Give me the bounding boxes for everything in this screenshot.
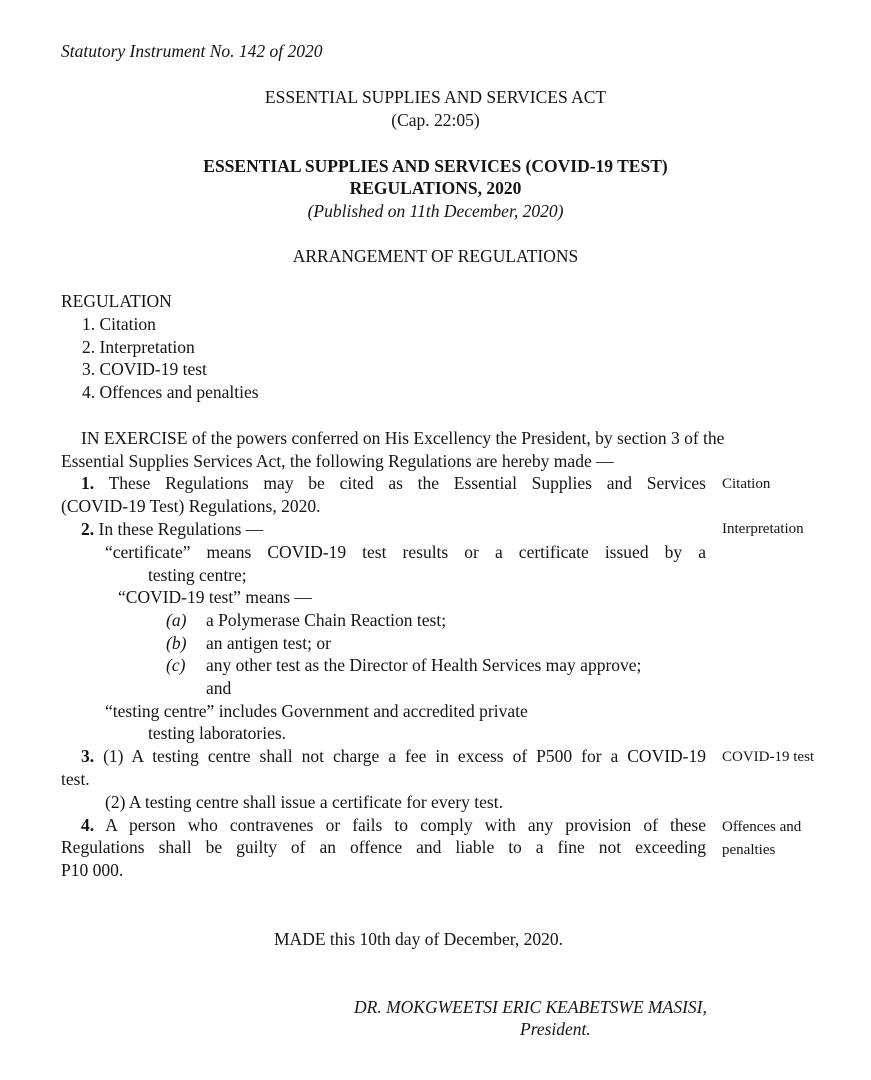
item-label: (c)	[166, 655, 186, 675]
reg1-line-2: (COVID-19 Test) Regulations, 2020.	[61, 496, 321, 516]
margin-note-citation: Citation	[722, 476, 771, 492]
toc-number: 3.	[82, 359, 96, 379]
act-cap: (Cap. 22:05)	[391, 110, 480, 130]
signatory-name: DR. MOKGWEETSI ERIC KEABETSWE MASISI,	[354, 997, 707, 1017]
reg4-line-1: 4. A person who contravenes or fails to comply with any provision of these	[81, 815, 706, 835]
definition-item-b	[166, 632, 331, 654]
made-date: MADE this 10th day of December, 2020.	[274, 929, 563, 949]
toc-title: COVID-19 test	[99, 359, 207, 379]
toc-title: Citation	[99, 314, 156, 334]
toc-item-1	[82, 313, 156, 335]
definition-certificate-line-2: testing centre;	[148, 565, 247, 585]
toc-title: Interpretation	[99, 337, 195, 357]
reg1-number: 1.	[81, 473, 95, 493]
signatory-title: President.	[520, 1019, 591, 1039]
item-text: an antigen test; or	[206, 633, 331, 653]
reg1-line-1	[81, 472, 706, 494]
toc-item-4	[82, 381, 259, 403]
reg3-number: 3.	[81, 746, 95, 766]
definition-item-c	[166, 654, 641, 676]
instrument-number: Statutory Instrument No. 142 of 2020	[61, 41, 323, 61]
reg3-line-1: 3. (1) A testing centre shall not charge a fee in excess of P500 for a COVID-19	[81, 746, 706, 766]
definition-covid-test: “COVID-19 test” means —	[118, 587, 312, 607]
reg1-text-1: These Regulations may be cited as the Essential Supplies and Services	[108, 473, 706, 493]
regulation-label: REGULATION	[61, 291, 172, 311]
item-text: any other test as the Director of Health Services may approve;	[206, 655, 642, 675]
reg4-line-3: P10 000.	[61, 860, 124, 880]
margin-note-interpretation: Interpretation	[722, 521, 804, 537]
published-date: (Published on 11th December, 2020)	[307, 201, 564, 221]
reg3-subsection-2: (2) A testing centre shall issue a certificate for every test.	[105, 792, 503, 812]
definition-testing-centre-line-2: testing laboratories.	[148, 723, 287, 743]
toc-number: 2.	[82, 337, 96, 357]
reg3-line-2: test.	[61, 769, 90, 789]
item-label: (b)	[166, 633, 187, 653]
act-title: ESSENTIAL SUPPLIES AND SERVICES ACT	[264, 87, 607, 107]
arrangement-heading: ARRANGEMENT OF REGULATIONS	[292, 246, 579, 266]
regulations-title-line-1: ESSENTIAL SUPPLIES AND SERVICES (COVID-19 TEST)	[203, 156, 668, 176]
reg4-line-2: Regulations shall be guilty of an offence and liable to a fine not exceeding	[61, 837, 706, 857]
toc-title: Offences and penalties	[99, 382, 259, 402]
item-text: a Polymerase Chain Reaction test;	[206, 610, 447, 630]
definition-item-a	[166, 609, 446, 631]
margin-note-offences: Offences and	[722, 819, 802, 835]
reg4-number: 4.	[81, 815, 95, 835]
margin-note-covid-test: COVID-19 test	[722, 749, 815, 765]
definition-and: and	[206, 678, 232, 698]
reg2-intro: 2. In these Regulations —	[81, 519, 264, 539]
regulations-title-line-2: REGULATIONS, 2020	[349, 178, 522, 198]
definition-certificate-line-1: “certificate” means COVID-19 test results or a certificate issued by a	[105, 542, 706, 562]
toc-item-3	[82, 358, 207, 380]
toc-number: 4.	[82, 382, 96, 402]
reg2-number: 2.	[81, 519, 95, 539]
definition-testing-centre-line-1: “testing centre” includes Government and accredited private	[105, 701, 528, 721]
preamble-line-2: Essential Supplies Services Act, the following Regulations are hereby made —	[61, 451, 614, 471]
toc-item-2	[82, 336, 195, 358]
preamble-line-1: IN EXERCISE of the powers conferred on His Excellency the President, by section 3 of the	[81, 428, 725, 448]
margin-note-penalties: penalties	[722, 842, 776, 858]
item-label: (a)	[166, 610, 187, 630]
toc-number: 1.	[82, 314, 96, 334]
